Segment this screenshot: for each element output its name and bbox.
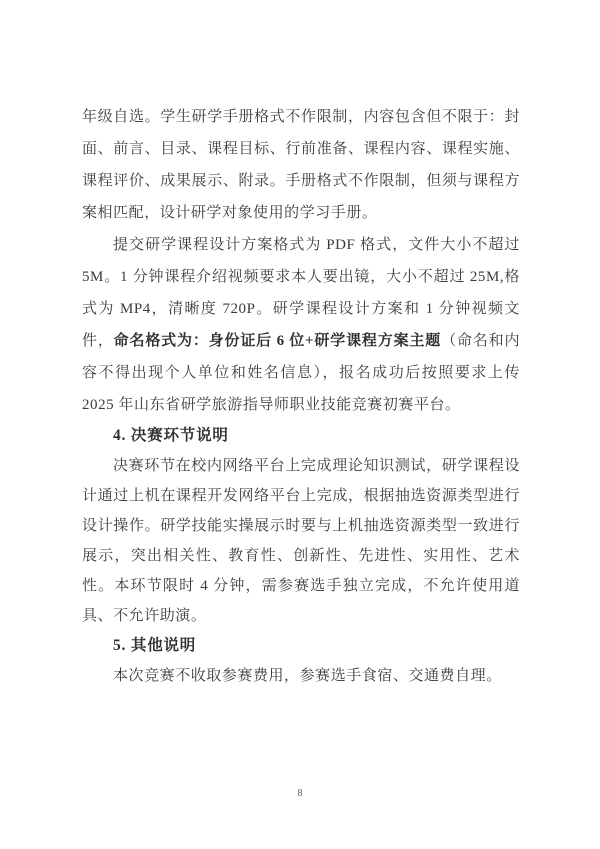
page-footer (0, 783, 600, 801)
heading-final-round: 4. 决赛环节说明 (113, 427, 229, 444)
submission-text-tail: （命名和内容不得出现个人单位和姓名信息），报名成功后按照要求上传 2025 年山东省研学旅游指导师职业技能竞赛初赛平台。 (82, 333, 520, 413)
paragraph-submission-requirements (82, 229, 520, 421)
page-number: 8 (297, 788, 303, 799)
naming-format-emphasis: 命名格式为：身份证后 6 位+研学课程方案主题 (113, 333, 442, 349)
paragraph-other-notes: 本次竞赛不收取参赛费用，参赛选手食宿、交通费自理。 (113, 668, 502, 684)
submission-text-lead: 提交研学课程设计方案格式为 PDF 格式，文件大小不超过 5M。1 分钟课程介绍视频要求本人要出镜，大小不超过 25M,格式为 MP4，清晰度 720P。研学课程设计方案和 1 分钟视频文件， (82, 237, 520, 349)
paragraph-handbook-format: 年级自选。学生研学手册格式不作限制，内容包含但不限于：封面、前言、目录、课程目标、行前准备、课程内容、课程实施、课程评价、成果展示、附录。手册格式不作限制，但须与课程方案相匹配，设计研学对象使用的学习手册。 (82, 109, 520, 221)
paragraph-final-round: 决赛环节在校内网络平台上完成理论知识测试，研学课程设计通过上机在课程开发网络平台上完成，根据抽选资源类型进行设计操作。研学技能实操展示时要与上机抽选资源类型一致进行展示，突出相关性、教育性、创新性、先进性、实用性、艺术性。本环节限时 4 分钟，需参赛选手独立完成，不允许使用道具、不允许助演。 (82, 458, 520, 624)
heading-other-notes: 5. 其他说明 (113, 637, 197, 654)
document-body (82, 101, 520, 691)
